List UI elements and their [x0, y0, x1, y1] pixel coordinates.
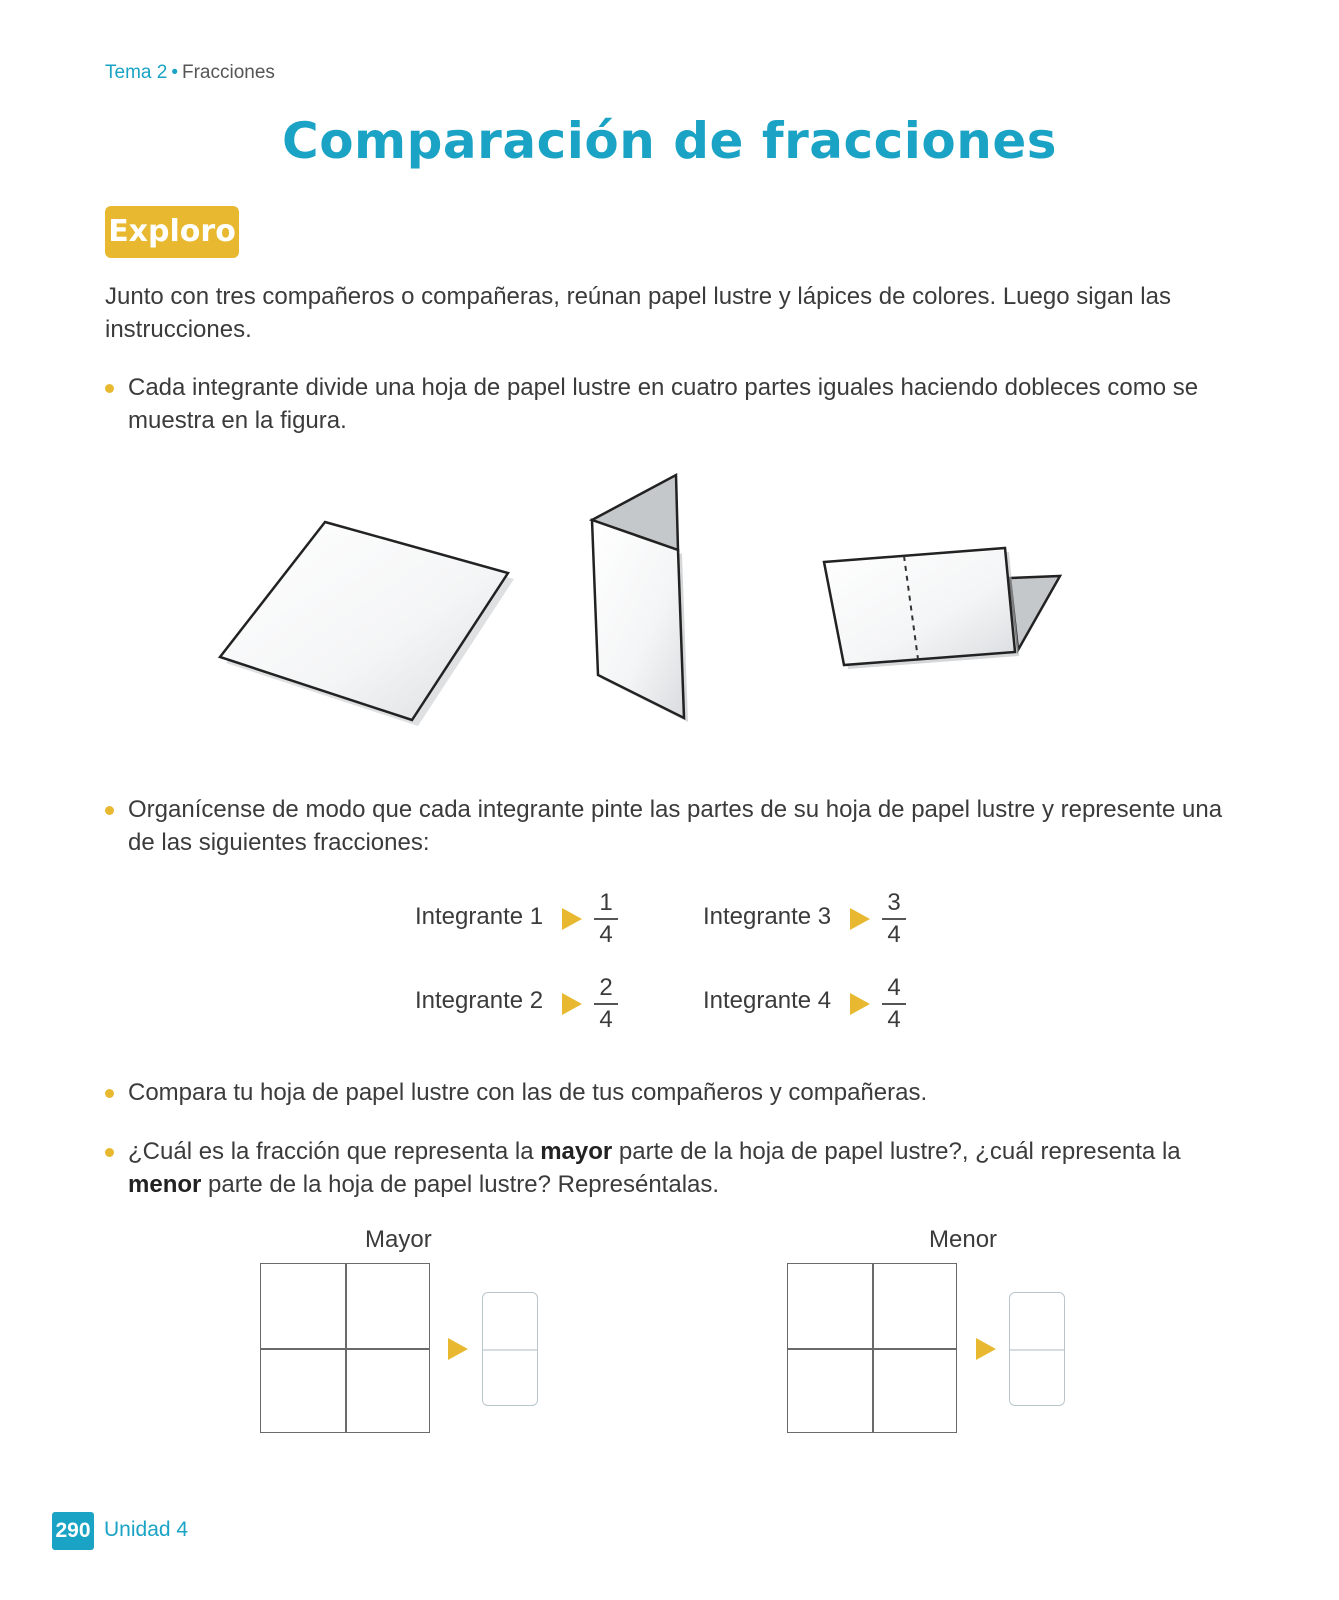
bullet-dot-icon: [105, 384, 114, 393]
fraction-denominator: 4: [887, 1005, 901, 1033]
fraction-label: Integrante 2: [415, 987, 544, 1014]
bullet-text-part: parte de la hoja de papel lustre? Represéntalas.: [201, 1171, 720, 1198]
menor-grid: [787, 1263, 957, 1433]
vertical-fold-figure: [592, 475, 688, 722]
bold-word: menor: [128, 1171, 202, 1198]
fraction-denominator: 4: [887, 920, 901, 948]
horizontal-fold-figure: [824, 548, 1060, 669]
fraction-bar: [1010, 1349, 1064, 1351]
grid-title-menor: Menor: [929, 1226, 998, 1253]
mayor-grid: [260, 1263, 430, 1433]
breadcrumb-separator: •: [171, 62, 178, 83]
fraction-bar: [483, 1349, 537, 1351]
fraction-bar: [594, 918, 618, 920]
play-arrow-icon: [448, 1338, 468, 1360]
bullet-text: Organícense de modo que cada integrante pinte las partes de su hoja de papel lustre y represente una de las siguientes fracciones:: [128, 796, 1223, 856]
bullet-item: [105, 371, 1225, 437]
play-arrow-icon: [850, 993, 870, 1015]
bullet-text-part: ¿Cuál es la fracción que representa la: [128, 1138, 541, 1165]
intro-paragraph: Junto con tres compañeros o compañeras, reúnan papel lustre y lápices de colores. Luego sigan las instrucciones.: [105, 283, 1171, 343]
fraction: [882, 889, 906, 949]
play-arrow-icon: [562, 993, 582, 1015]
bullet-text: Cada integrante divide una hoja de papel lustre en cuatro partes iguales haciendo dobleces como se muestra en la figura.: [128, 374, 1199, 434]
section-badge: Exploro: [105, 206, 239, 258]
page-number: 290: [52, 1512, 94, 1550]
fraction-denominator: 4: [599, 920, 613, 948]
bullet-text: [128, 1135, 1225, 1201]
bullet-text: Compara tu hoja de papel lustre con las de tus compañeros y compañeras.: [128, 1079, 928, 1106]
fraction-bar: [594, 1003, 618, 1005]
fraction-denominator: 4: [599, 1005, 613, 1033]
breadcrumb-topic: Fracciones: [181, 62, 275, 83]
unit-label: Unidad 4: [104, 1518, 189, 1541]
play-arrow-icon: [850, 908, 870, 930]
page-title: Comparación de fracciones: [282, 112, 1057, 170]
paper-folding-illustration: [210, 470, 1090, 750]
bullet-item: [105, 1076, 1225, 1109]
bold-word: mayor: [540, 1138, 613, 1165]
grid-title-mayor: Mayor: [365, 1226, 432, 1253]
grid-line: [788, 1348, 956, 1350]
fraction-bar: [882, 1003, 906, 1005]
fraction-label: Integrante 4: [703, 987, 832, 1014]
play-arrow-icon: [976, 1338, 996, 1360]
breadcrumb: [105, 62, 275, 84]
fraction-numerator: 3: [887, 889, 901, 916]
fraction-bar: [882, 918, 906, 920]
fraction-label: Integrante 3: [703, 903, 832, 930]
mayor-answer-box[interactable]: [482, 1292, 538, 1406]
play-arrow-icon: [562, 908, 582, 930]
fraction-numerator: 2: [599, 974, 613, 1001]
bullet-text-part: parte de la hoja de papel lustre?, ¿cuál representa la: [612, 1138, 1181, 1165]
flat-sheet-figure: [220, 522, 514, 726]
fraction-label: Integrante 1: [415, 903, 544, 930]
fraction-numerator: 4: [887, 974, 901, 1001]
fraction: [882, 974, 906, 1034]
menor-answer-box[interactable]: [1009, 1292, 1065, 1406]
bullet-dot-icon: [105, 806, 114, 815]
bullet-dot-icon: [105, 1148, 114, 1157]
breadcrumb-tema: Tema 2: [105, 62, 168, 83]
fraction: [594, 889, 618, 949]
fraction: [594, 974, 618, 1034]
bullet-item: [105, 793, 1225, 859]
grid-line: [261, 1348, 429, 1350]
bullet-item: [105, 1135, 1225, 1201]
fraction-numerator: 1: [599, 889, 613, 916]
bullet-dot-icon: [105, 1089, 114, 1098]
